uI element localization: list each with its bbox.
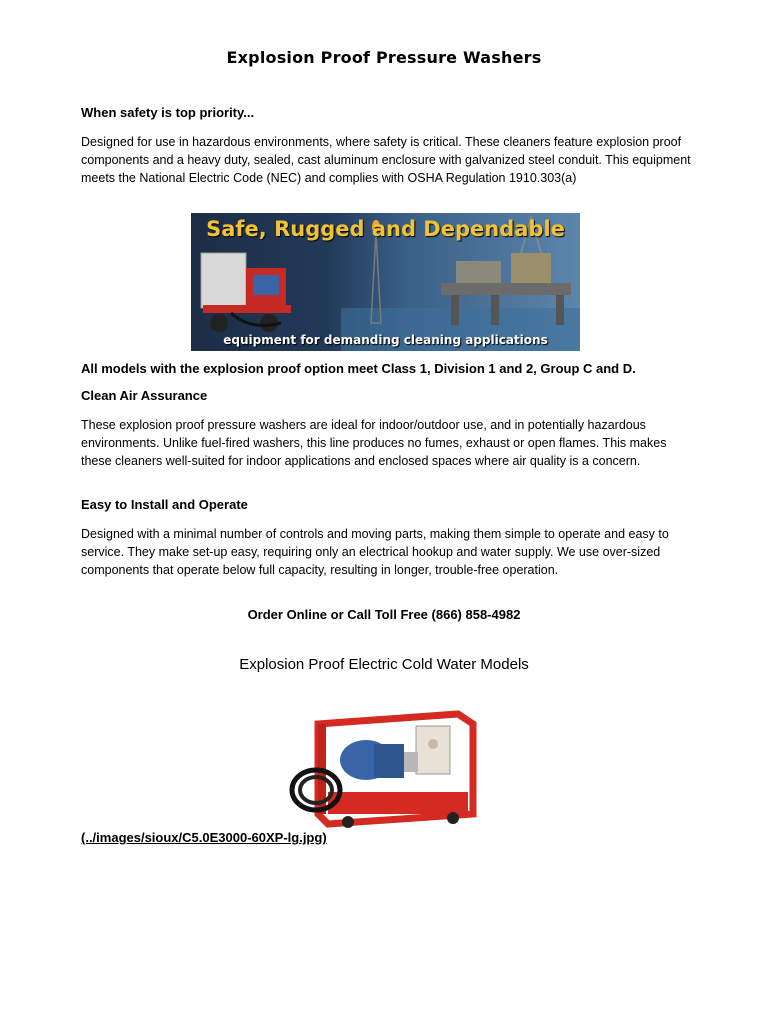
section-heading-clean-air: Clean Air Assurance <box>81 388 208 403</box>
page-title: Explosion Proof Pressure Washers <box>226 48 542 67</box>
image-path-link[interactable]: (../images/sioux/C5.0E3000-60XP-lg.jpg) <box>81 830 327 845</box>
order-call-text: Order Online or Call Toll Free (866) 858-4982 <box>247 607 521 622</box>
banner-image <box>191 213 580 351</box>
section-paragraph-install: Designed with a minimal number of controls and moving parts, making them simple to operate and easy to service. They make set-up easy, requiring only an electrical hookup and water supply. We use over-sized components that operate below full capacity, resulting in longer, trouble-free operation. <box>81 527 669 577</box>
section-paragraph-safety: Designed for use in hazardous environments, where safety is critical. These cleaners feature explosion proof components and a heavy duty, sealed, cast aluminum enclosure with galvanized steel conduit. This equipment meets the National Electric Code (NEC) and complies with OSHA Regulation 1910.303(a) <box>81 135 691 185</box>
section-heading-safety: When safety is top priority... <box>81 105 255 120</box>
section-heading-install: Easy to Install and Operate <box>81 497 248 512</box>
banner-tagline: equipment for demanding cleaning applications <box>223 333 548 347</box>
product-image <box>288 704 480 830</box>
models-heading: Explosion Proof Electric Cold Water Models <box>239 656 529 673</box>
section-paragraph-clean-air: These explosion proof pressure washers are ideal for indoor/outdoor use, and in potentially hazardous environments. Unlike fuel-fired washers, this line produces no fumes, exhaust or open flames. This makes these cleaners well-suited for indoor applications and enclosed spaces where air quality is a concern. <box>81 418 667 468</box>
banner-headline: Safe, Rugged and Dependable <box>206 217 565 241</box>
compliance-statement: All models with the explosion proof option meet Class 1, Division 1 and 2, Group C and D. <box>81 361 636 376</box>
